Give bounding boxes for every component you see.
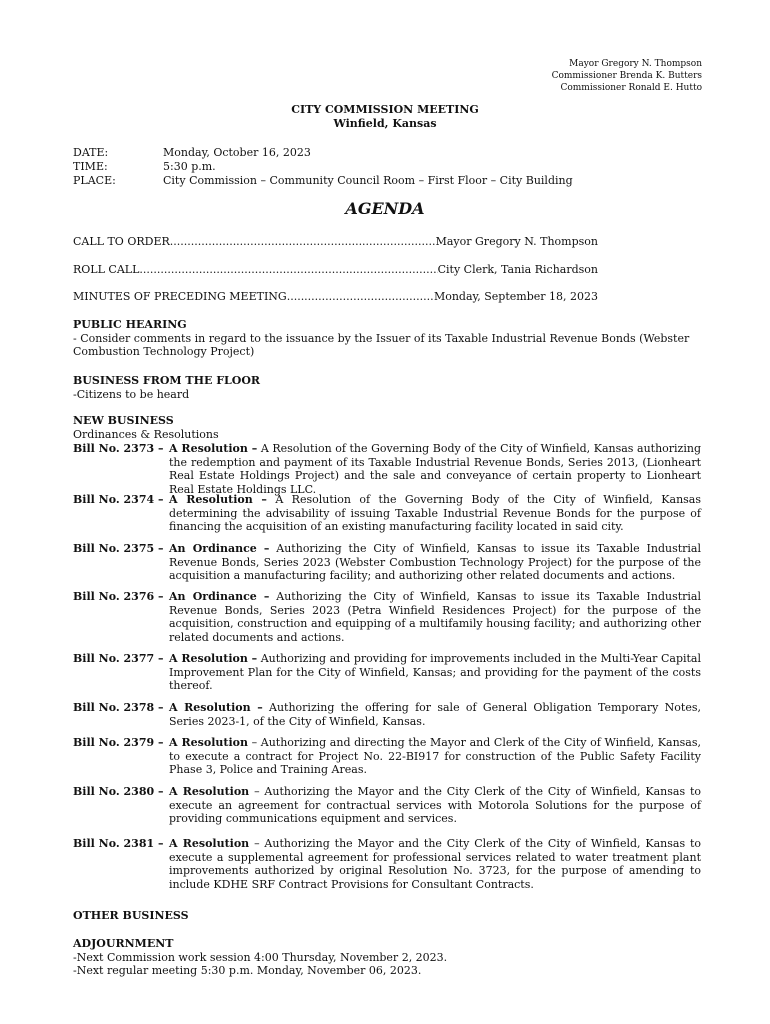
info-label: TIME: bbox=[73, 160, 108, 173]
bill-description bbox=[169, 652, 701, 693]
official-mayor: Mayor Gregory N. Thompson bbox=[569, 59, 702, 69]
meeting-location: Winfield, Kansas bbox=[333, 117, 437, 130]
meeting-info bbox=[73, 146, 573, 188]
bill-text: Authorizing the City of Winfield, Kansas to issue its Taxable Industrial Revenue Bonds, Series 2023 (Webster Combustion Technology Project) for the purpose of the acquisition a manufacturing facility; and authorizing other related documents and actions. bbox=[169, 542, 701, 582]
bill-number: Bill No. 2374 – bbox=[73, 493, 164, 506]
bill-type: A Resolution bbox=[169, 736, 248, 749]
bill-text: – Authorizing and directing the Mayor and Clerk of the City of Winfield, Kansas, to execute a contract for Project No. 22-BI917 for construction of the Public Safety Facility Phase 3, Police and Training Areas. bbox=[169, 736, 701, 776]
agenda-title: AGENDA bbox=[345, 199, 425, 218]
bill-text: Authorizing the City of Winfield, Kansas to issue its Taxable Industrial Revenue Bonds, Series 2023 (Petra Winfield Residences Project) for the purpose of the acquisition, construction and equipping of a multifamily housing facility; and authorizing other related documents and actions. bbox=[169, 590, 701, 644]
bill-description bbox=[169, 785, 701, 826]
bill-type: A Resolution bbox=[169, 837, 250, 850]
other-business-heading: OTHER BUSINESS bbox=[73, 909, 189, 922]
official-commissioner-1: Commissioner Brenda K. Butters bbox=[551, 71, 702, 81]
toc-leader bbox=[170, 235, 436, 249]
business-floor-text: -Citizens to be heard bbox=[73, 387, 190, 401]
toc-item: CALL TO ORDER bbox=[73, 235, 170, 248]
bill-number: Bill No. 2381 – bbox=[73, 837, 164, 850]
bill-description bbox=[169, 837, 701, 891]
bill-text: – Authorizing the Mayor and the City Clerk of the City of Winfield, Kansas to execute an agreement for contractual services with Motorola Solutions for the purpose of providing communications equipment and services. bbox=[169, 785, 702, 825]
bill-number: Bill No. 2376 – bbox=[73, 590, 164, 603]
bill-description bbox=[169, 442, 701, 496]
bill-type: A Resolution – bbox=[169, 701, 263, 714]
bill-text: Authorizing and providing for improvements included in the Multi-Year Capital Improvement Plan for the City of Winfield, Kansas; and providing for the payment of the costs thereof. bbox=[169, 652, 701, 692]
new-business-section bbox=[73, 414, 701, 441]
adjournment-heading: ADJOURNMENT bbox=[73, 937, 174, 950]
adjournment-section bbox=[73, 937, 701, 978]
adjournment-line: -Next Commission work session 4:00 Thursday, November 2, 2023. bbox=[73, 950, 448, 964]
info-row-date bbox=[73, 146, 573, 160]
toc-minutes bbox=[73, 290, 598, 304]
info-value: Monday, October 16, 2023 bbox=[163, 146, 311, 159]
public-hearing-section bbox=[73, 318, 701, 359]
bill-description bbox=[169, 701, 701, 728]
bill-number: Bill No. 2379 – bbox=[73, 736, 164, 749]
bill-type: A Resolution – bbox=[169, 442, 258, 455]
bill-text: A Resolution of the Governing Body of the City of Winfield, Kansas determining the advisability of issuing Taxable Industrial Revenue Bonds for the purpose of financing the acquisition of an existing manufacturing facility located in said city. bbox=[169, 493, 702, 533]
public-hearing-heading: PUBLIC HEARING bbox=[73, 318, 187, 331]
toc-roll-call bbox=[73, 263, 598, 277]
bill-item bbox=[73, 701, 701, 728]
other-business-section bbox=[73, 909, 701, 923]
info-value: 5:30 p.m. bbox=[163, 160, 216, 173]
toc-value: Monday, September 18, 2023 bbox=[433, 290, 598, 303]
bill-item bbox=[73, 442, 701, 496]
toc-call-to-order bbox=[73, 235, 598, 249]
bill-type: A Resolution – bbox=[169, 493, 267, 506]
adjournment-line: -Next regular meeting 5:30 p.m. Monday, November 06, 2023. bbox=[73, 964, 422, 977]
new-business-heading: NEW BUSINESS bbox=[73, 414, 174, 427]
public-hearing-text: - Consider comments in regard to the issuance by the Issuer of its Taxable Industrial Revenue Bonds (Webster Combustion Technology Project) bbox=[73, 331, 690, 358]
bill-item bbox=[73, 493, 701, 534]
officials-list bbox=[552, 58, 702, 94]
toc-item: ROLL CALL bbox=[73, 263, 140, 276]
bill-type: A Resolution bbox=[169, 785, 250, 798]
bill-type: An Ordinance – bbox=[169, 542, 270, 555]
info-value: City Commission – Community Council Room – First Floor – City Building bbox=[163, 174, 573, 187]
bill-item bbox=[73, 652, 701, 693]
info-label: DATE: bbox=[73, 146, 109, 159]
bill-item bbox=[73, 837, 701, 891]
toc-leader bbox=[287, 290, 434, 304]
toc-value: City Clerk, Tania Richardson bbox=[437, 263, 598, 276]
official-commissioner-2: Commissioner Ronald E. Hutto bbox=[560, 83, 702, 93]
bill-item bbox=[73, 590, 701, 644]
new-business-subheading: Ordinances & Resolutions bbox=[73, 427, 219, 441]
business-floor-heading: BUSINESS FROM THE FLOOR bbox=[73, 374, 261, 387]
bill-number: Bill No. 2380 – bbox=[73, 785, 164, 798]
bill-description bbox=[169, 736, 701, 777]
bill-number: Bill No. 2378 – bbox=[73, 701, 164, 714]
bill-item bbox=[73, 736, 701, 777]
bill-description bbox=[169, 493, 701, 534]
bill-text: Authorizing the offering for sale of General Obligation Temporary Notes, Series 2023-1, of the City of Winfield, Kansas. bbox=[169, 701, 701, 728]
bill-item bbox=[73, 542, 701, 583]
info-row-time bbox=[73, 160, 573, 174]
bill-number: Bill No. 2377 – bbox=[73, 652, 164, 665]
bill-text: – Authorizing the Mayor and the City Clerk of the City of Winfield, Kansas to execute a supplemental agreement for professional services related to water treatment plant improvements authorized by original Resolution No. 3723, for the purpose of amending to include KDHE SRF Contract Provisions for Consultant Contracts. bbox=[169, 837, 702, 891]
info-row-place bbox=[73, 174, 573, 188]
business-floor-section bbox=[73, 374, 701, 401]
bill-description bbox=[169, 590, 701, 644]
info-label: PLACE: bbox=[73, 174, 116, 187]
meeting-header bbox=[0, 103, 770, 131]
toc-leader bbox=[139, 263, 437, 277]
bill-number: Bill No. 2375 – bbox=[73, 542, 164, 555]
bill-text: A Resolution of the Governing Body of the City of Winfield, Kansas authorizing the redemption and payment of its Taxable Industrial Revenue Bonds, Series 2013, (Lionheart Real Estate Holdings Project) and the sale and conveyance of certain property to Lionheart Real Estate Holdings LLC. bbox=[169, 442, 701, 496]
meeting-title: CITY COMMISSION MEETING bbox=[291, 103, 479, 116]
bill-type: An Ordinance – bbox=[169, 590, 270, 603]
bill-type: A Resolution – bbox=[169, 652, 258, 665]
bill-item bbox=[73, 785, 701, 826]
bill-number: Bill No. 2373 – bbox=[73, 442, 164, 455]
toc-item: MINUTES OF PRECEDING MEETING bbox=[73, 290, 287, 303]
toc-value: Mayor Gregory N. Thompson bbox=[435, 235, 598, 248]
bill-description bbox=[169, 542, 701, 583]
